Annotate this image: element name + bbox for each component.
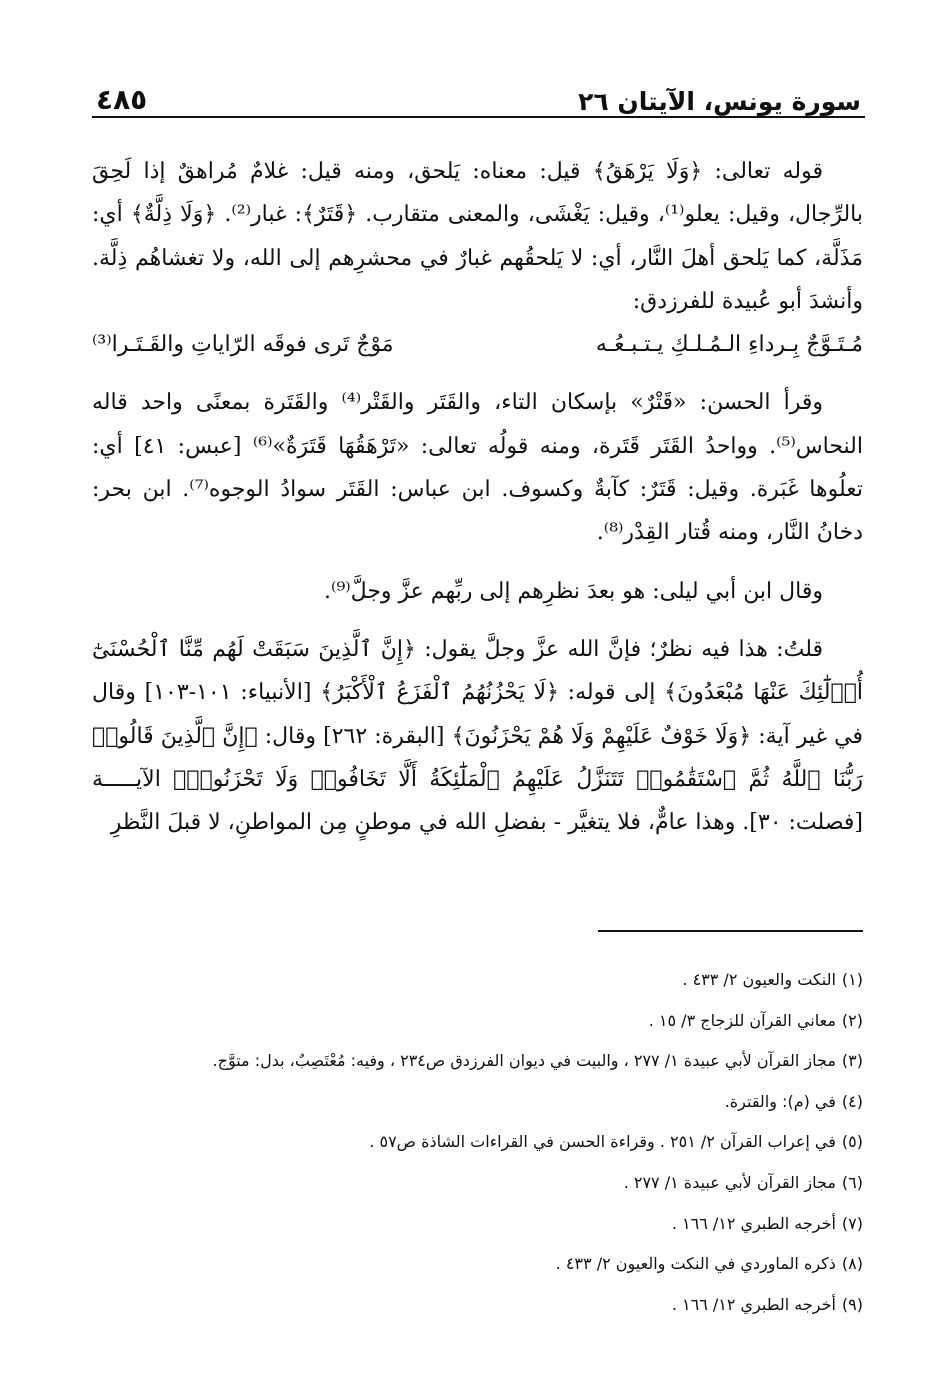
paragraph-1: قوله تعالى: ﴿وَلَا يَرْهَقُ﴾ قيل: معناه: يَلحق، ومنه قيل: غلامٌ مُراهقٌ إذا لَحِقَ بالرِّجال، وقيل: يعلو⁽¹⁾، وقيل: يَغْشَى، والمعنى متقارب. ﴿قَتَرٌ﴾: غبار⁽²⁾. ﴿وَلَا ذِلَّةٌ﴾ أي: مَذَلَّة، كما يَلحق أهلَ النَّار، أي: لا يَلحقُهم غبارٌ في محشرِهم إلى الله، ولا تغشاهُم ذِلَّة. وأنشدَ أبو عُبيدة للفرزدق: (92, 159, 863, 314)
footnote-text: أخرجه الطبري ١٢/ ١٦٦ . (671, 1294, 836, 1314)
header-rule (92, 116, 865, 118)
footnote-number: (٦) (841, 1172, 863, 1192)
footnote-2 (92, 1001, 863, 1042)
footnote-text: ذكره الماوردي في النكت والعيون ٢/ ٤٣٣ . (555, 1254, 836, 1274)
footnote-text: في (م): والقترة. (724, 1091, 836, 1111)
paragraph-4: قلتُ: هذا فيه نظرٌ؛ فإنَّ الله عزَّ وجلَّ يقول: ﴿إِنَّ ٱلَّذِينَ سَبَقَتْ لَهُم مِّنَّا ٱلْحُسْنَىٰٓ أُو۟لَٰٓئِكَ عَنْهَا مُبْعَدُونَ﴾ إلى قوله: ﴿لَا يَحْزُنُهُمُ ٱلْفَزَعُ ٱلْأَكْبَرُ﴾ [الأنبياء: ١٠١-١٠٣] وقال في غير آية: ﴿وَلَا خَوْفٌ عَلَيْهِمْ وَلَا هُمْ يَحْزَنُونَ﴾ [البقرة: ٢٦٢] وقال: ﴿إِنَّ ٱلَّذِينَ قَالُوا۟ رَبُّنَا ٱللَّهُ ثُمَّ ٱسْتَقَٰمُوا۟ تَتَنَزَّلُ عَلَيْهِمُ ٱلْمَلَٰٓئِكَةُ أَلَّا تَخَافُوا۟ وَلَا تَحْزَنُوا۟﴾ الآيـــــة [فصلت: ٣٠]. وهذا عامٌّ، فلا يتغيَّر - بفضلِ الله في موطنٍ مِن المواطنِ، لا قبلَ النَّظرِ (92, 636, 864, 836)
footnotes (92, 960, 863, 1325)
main-text (92, 150, 863, 844)
page-number: ٤٨٥ (96, 83, 148, 116)
footnote-text: معاني القرآن للزجاج ٣/ ١٥ . (648, 1010, 836, 1030)
poetry-verse (92, 323, 863, 366)
footnote-5 (92, 1122, 863, 1163)
footnote-number: (١) (841, 970, 863, 989)
footnote-4 (92, 1082, 863, 1123)
footnote-separator (598, 930, 863, 932)
footnote-number: (٧) (841, 1213, 863, 1233)
footnote-8 (92, 1244, 863, 1285)
verse-second-hemistich: مَوْجٌ تَرى فوقَه الرّاياتِ والقَـتَـرا⁽³⁾ (92, 332, 394, 358)
page-header (96, 72, 861, 116)
paragraph-2: وقرأ الحسن: «قَتْرٌ» بإسكان التاء، والقَتَر والقَتْر⁽⁴⁾ والقَتَرة بمعنًى واحد قاله النحاس⁽⁵⁾. وواحدُ القَتَر قَتَرة، ومنه قولُه تعالى: «تَرْهَقُهَا قَتَرَةٌ»⁽⁶⁾ [عبس: ٤١] أي: تعلُوها غَبَرة. وقيل: قَتَرٌ: كآبةٌ وكسوف. ابن عباس: القَتَر سوادُ الوجوه⁽⁷⁾. ابن بحر: دخانُ النَّار، ومنه قُتار القِدْر⁽⁸⁾. (92, 390, 863, 546)
footnote-number: (٤) (841, 1091, 863, 1111)
footnote-6 (92, 1163, 863, 1204)
footnote-9 (92, 1285, 863, 1326)
paragraph-3: وقال ابن أبي ليلى: هو بعدَ نظرِهم إلى ربِّهم عزَّ وجلَّ⁽⁹⁾. (324, 578, 823, 604)
footnote-number: (٩) (841, 1294, 863, 1314)
verse-first-hemistich: مُـتَـوَّجٌ بِـرداءِ الـمُـلـكِ يـتـبـعُـه (595, 332, 863, 358)
footnote-number: (٥) (841, 1132, 863, 1152)
footnote-1 (92, 960, 863, 1001)
footnote-number: (٨) (841, 1254, 863, 1274)
footnote-text: أخرجه الطبري ١٢/ ١٦٦ . (671, 1213, 836, 1233)
footnote-text: مجاز القرآن لأبي عبيدة ١/ ٢٧٧ ، والبيت في ديوان الفرزدق ص٢٣٤ ، وفيه: مُعْتَصِبٌ، بدل: متوَّج. (212, 1051, 836, 1071)
running-title: سورة يونس، الآيتان ٢٦ (578, 87, 861, 116)
footnote-number: (٢) (841, 1010, 863, 1030)
footnote-7 (92, 1204, 863, 1245)
footnote-text: النكت والعيون ٢/ ٤٣٣ . (682, 970, 836, 989)
footnote-text: في إعراب القرآن ٢/ ٢٥١ . وقراءة الحسن في القراءات الشاذة ص٥٧ . (369, 1132, 836, 1152)
footnote-number: (٣) (841, 1051, 863, 1071)
footnote-text: مجاز القرآن لأبي عبيدة ١/ ٢٧٧ . (623, 1172, 836, 1192)
footnote-3 (92, 1041, 863, 1082)
